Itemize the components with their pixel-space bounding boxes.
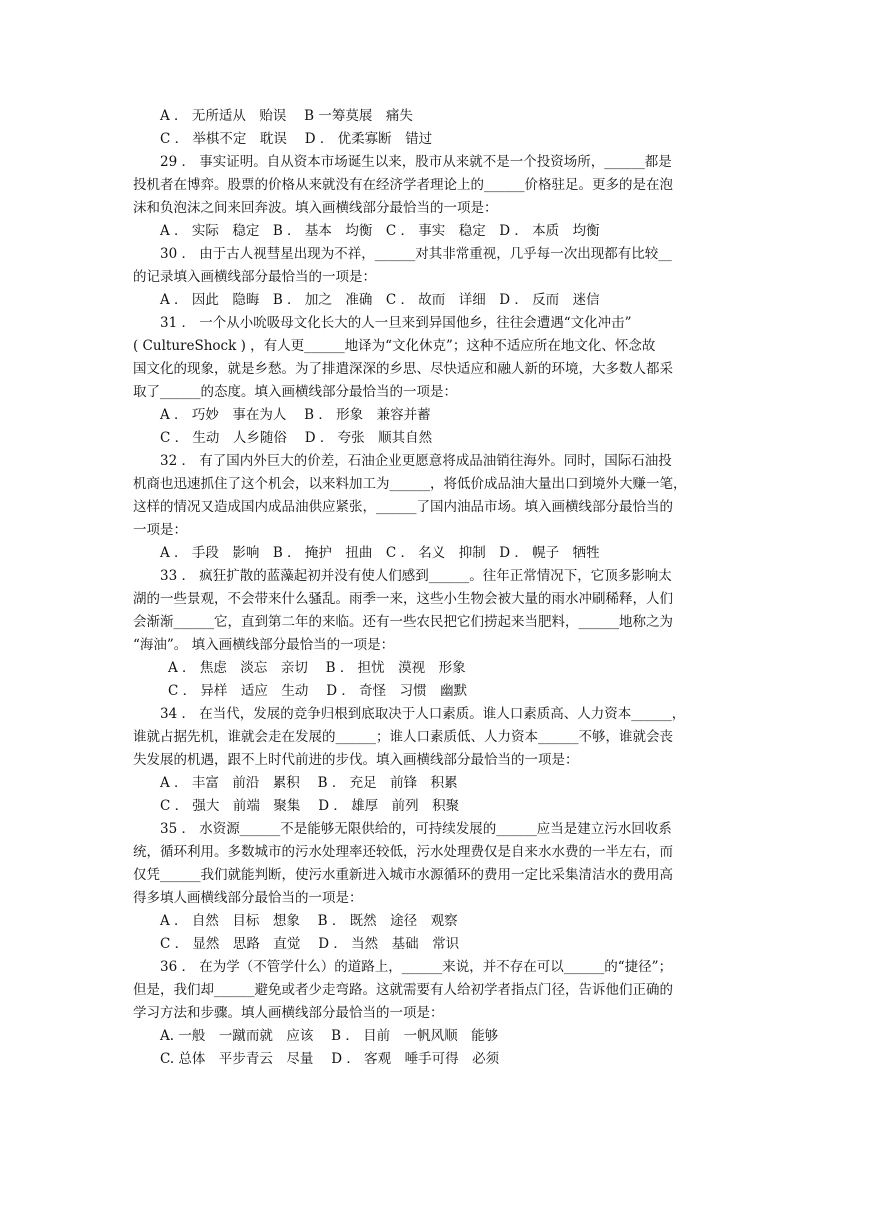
question-31-line-4: 取了______的态度。填入画横线部分最恰当的一项是： — [133, 384, 457, 400]
question-36-line-3: 学习方法和步骤。填人画横线部分最恰当的一项是： — [133, 1005, 444, 1021]
question-31-line-3: 国文化的现象，就是乡愁。为了排遣深深的乡思、尽快适应和融人新的环境，大多数人都采 — [133, 361, 673, 377]
question-33-line-3: 会渐渐______它，直到第二年的来临。还有一些农民把它们捞起来当肥料，______地称之为 — [133, 614, 673, 630]
question-31-line-2: ( CultureShock ) ，有人更______地译为“文化休克”；这种不适应所在地文化、怀念故 — [133, 338, 656, 354]
question-33-line-1: 33 ． 疯狂扩散的蓝藻起初并没有使人们感到______。往年正常情况下，它顶多影响太 — [160, 568, 672, 584]
question-32-line-3: 这样的情况又造成国内成品油供应紧张，______了国内油品市场。填入画横线部分最恰当的 — [133, 499, 673, 515]
question-36-line-2: 但是，我们却______避免或者少走弯路。这就需要有人给初学者指点门径，告诉他们正确的 — [133, 982, 673, 998]
question-29-line-2: 投机者在博弈。股票的价格从来就没有在经济学者理论上的______价格驻足。更多的是在泡 — [133, 177, 673, 193]
question-34-line-3: 失发展的机遇，跟不上时代前进的步伐。填入画横线部分最恰当的一项是： — [133, 752, 579, 768]
question-30-line-2: 的记录填入画横线部分最恰当的一项是： — [133, 269, 376, 285]
option-line: A ． 焦虑 淡忘 亲切 B ． 担忧 漠视 形象 — [168, 660, 466, 676]
question-29-line-1: 29 ． 事实证明。自从资本市场诞生以来，股市从来就不是一个投资场所，______都是 — [160, 154, 672, 170]
option-line: A ． 巧妙 事在为人 B ． 形象 兼容并蓄 — [160, 407, 431, 423]
question-32-line-4: 一项是： — [133, 522, 187, 538]
option-line: A ． 无所适从 贻误 B 一筹莫展 痛失 — [160, 108, 413, 124]
question-33-line-2: 湖的一些景观，不会带来什么骚乱。雨季一来，这些小生物会被大量的雨水冲刷稀释，人们 — [133, 591, 673, 607]
option-line: C ． 显然 思路 直觉 D ． 当然 基础 常识 — [160, 936, 460, 952]
question-35-line-4: 得多填人画横线部分最恰当的一项是： — [133, 890, 363, 906]
option-line: A. 一般 一蹴而就 应该 B ． 目前 一帆风顺 能够 — [160, 1028, 499, 1044]
question-35-line-1: 35 ． 水资源______不是能够无限供给的，可持续发展的______应当是建立污水回收系 — [160, 821, 672, 837]
question-34-line-1: 34 ． 在当代，发展的竞争归根到底取决于人口素质。谁人口素质高、人力资本______， — [160, 706, 686, 722]
option-line: C. 总体 平步青云 尽量 D ． 客观 唾手可得 必须 — [160, 1051, 500, 1067]
question-32-line-1: 32 ． 有了国内外巨大的价差，石油企业更愿意将成品油销往海外。同时，国际石油投 — [160, 453, 672, 469]
question-30-line-1: 30 ． 由于古人视彗星出现为不祥，______对其非常重视，几乎每一次出现都有比较__ — [160, 246, 672, 262]
question-35-line-2: 统，循环利用。多数城市的污水处理率还较低，污水处理费仅是自来水水费的一半左右，而 — [133, 844, 673, 860]
option-line: C ． 异样 适应 生动 D ． 奇怪 习惯 幽默 — [168, 683, 468, 699]
question-29-line-3: 沫和负泡沫之间来回奔波。填入画横线部分最恰当的一项是： — [133, 200, 498, 216]
option-line: A ． 手段 影响 B ． 掩护 扭曲 C ． 名义 抑制 D ． 幌子 牺牲 — [160, 545, 600, 561]
question-33-line-4: “海油”。 填入画横线部分最恰当的一项是： — [133, 637, 395, 653]
option-line: C ． 举棋不定 耽误 D ． 优柔寡断 错过 — [160, 131, 433, 147]
question-32-line-2: 机商也迅速抓住了这个机会，以来料加工为______，将低价成品油大量出口到境外大赚一笔， — [133, 476, 687, 492]
question-36-line-1: 36 ． 在为学（不管学什么）的道路上，______来说，并不存在可以______的“捷径”； — [160, 959, 673, 975]
option-line: A ． 因此 隐晦 B ． 加之 准确 C ． 故而 详细 D ． 反而 迷信 — [160, 292, 600, 308]
option-line: A ． 自然 目标 想象 B ． 既然 途径 观察 — [160, 913, 458, 929]
question-34-line-2: 谁就占据先机，谁就会走在发展的______；谁人口素质低、人力资本______不够，谁就会丧 — [133, 729, 673, 745]
option-line: A ． 丰富 前沿 累积 B ． 充足 前锋 积累 — [160, 775, 458, 791]
option-line: A ． 实际 稳定 B ． 基本 均衡 C ． 事实 稳定 D ． 本质 均衡 — [160, 223, 600, 239]
option-line: C ． 强大 前端 聚集 D ． 雄厚 前列 积聚 — [160, 798, 460, 814]
question-31-line-1: 31 ． 一个从小吮吸母文化长大的人一旦来到异国他乡，往往会遭遇“文化冲击” — [160, 315, 632, 331]
question-35-line-3: 仅凭______我们就能判断，使污水重新进入城市水源循环的费用一定比采集清洁水的费用高 — [133, 867, 673, 883]
option-line: C ． 生动 人乡随俗 D ． 夸张 顺其自然 — [160, 430, 433, 446]
